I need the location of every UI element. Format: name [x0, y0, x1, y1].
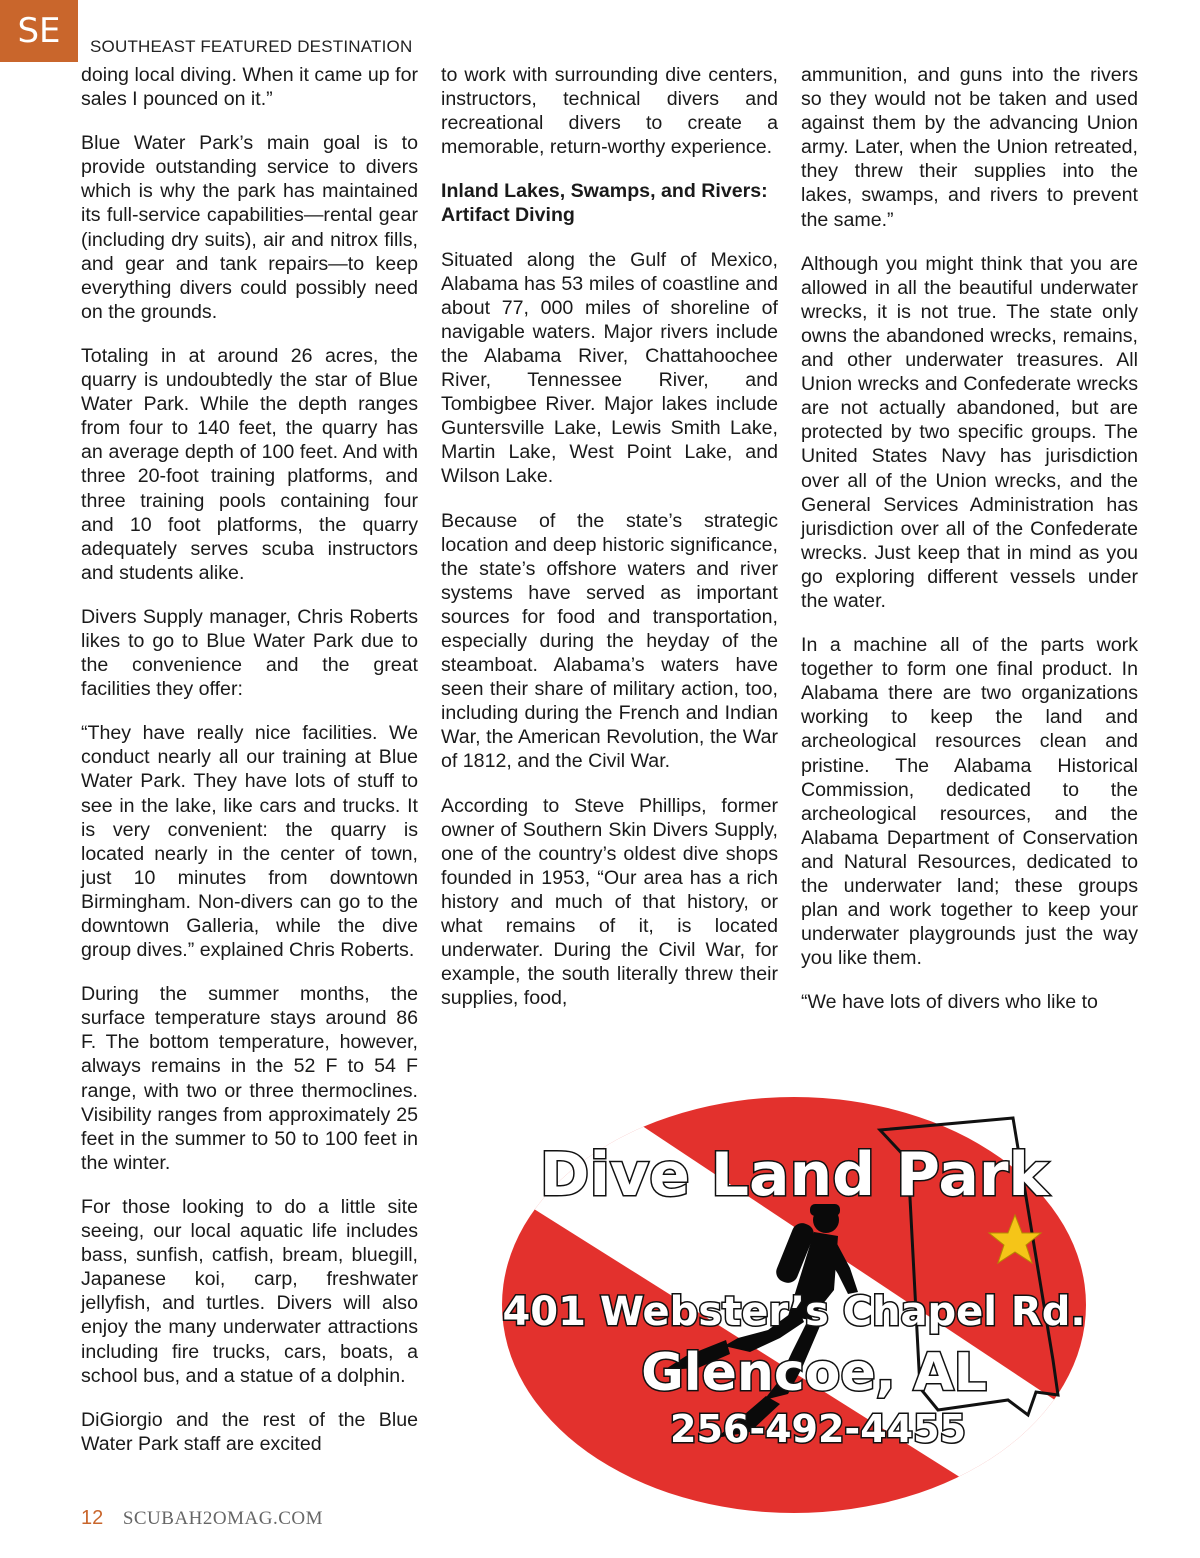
paragraph: Blue Water Park’s main goal is to provide outstanding service to divers which is why the park has maintained its full-service capabilities—rental gear (including dry suits), air and nitrox fills, and gear and tank repairs—to keep everything divers could possibly need on the grounds. — [81, 132, 418, 323]
paragraph: Situated along the Gulf of Mexico, Alabama has 53 miles of coastline and about 77, 000 miles of shoreline of navigable waters. Major rivers include the Alabama River, Chattahoochee River, Tennessee River, and Tombigbee River. Major lakes include Guntersville Lake, Lewis Smith Lake, Martin Lake, West Point Lake, and Wilson Lake. — [441, 248, 778, 488]
paragraph: to work with surrounding dive centers, instructors, technical divers and recreational divers to create a memorable, return-worthy experience. — [441, 64, 778, 159]
paragraph: Totaling in at around 26 acres, the quarry is undoubtedly the star of Blue Water Park. While the depth ranges from four to 140 feet, the quarry has an average depth of 100 feet. And with three 20-foot training platforms, and three training pools containing four and 10 foot platforms, the quarry adequately serves scuba instructors and students alike. — [81, 344, 418, 584]
section-title: SOUTHEAST FEATURED DESTINATION — [90, 37, 413, 56]
paragraph: During the summer months, the surface temperature stays around 86 F. The bottom temperature, however, always remains in the 52 F to 54 F range, with two or three thermoclines. Visibility ranges from approximately 25 feet in the summer to 50 to 100 feet in the winter. — [81, 983, 418, 1174]
article-column-1 — [81, 63, 418, 1476]
paragraph: Divers Supply manager, Chris Roberts likes to go to Blue Water Park due to the convenience and the great facilities they offer: — [81, 605, 418, 701]
paragraph: ammunition, and guns into the rivers so they would not be taken and used against them by the advancing Union army. Later, when the Union retreated, they threw their supplies into the lakes, swamps, and rivers to prevent the same.” — [801, 64, 1138, 231]
section-heading: Inland Lakes, Swamps, and Rivers: Artifact Diving — [441, 180, 768, 227]
article-column-3 — [801, 63, 1138, 1034]
site-url[interactable]: SCUBAH2OMAG.COM — [122, 1508, 323, 1529]
paragraph: In a machine all of the parts work together to form one final product. In Alabama there are two organizations working to keep the land and archeological resources clean and pristine. The Alabama Historical Commission, dedicated to the archeological resources, and the Alabama Department of Conservation and Natural Resources, dedicated to the underwater land; these groups plan and work together to keep your underwater playgrounds just the way you like them. — [801, 634, 1138, 970]
paragraph: “They have really nice facilities. We conduct nearly all our training at Blue Water Park. They have lots of stuff to see in the lake, like cars and trucks. It is very convenient: the quarry is located nearly in the center of town, just 10 minutes from downtown Birmingham. Non-divers can go to the downtown Galleria, while the dive group dives.” explained Chris Roberts. — [81, 722, 418, 962]
park-name: Dive Land Park — [539, 1140, 1049, 1210]
page-number: 12 — [81, 1507, 104, 1529]
park-city: Glencoe, AL — [641, 1343, 987, 1403]
park-phone: 256-492-4455 — [670, 1407, 966, 1451]
article-column-2 — [441, 63, 778, 1030]
paragraph: Because of the state’s strategic location and deep historic significance, the state’s offshore waters and river systems have served as important sources for food and transportation, especially during the heyday of the steamboat. Alabama’s waters have seen their share of military action, too, including during the French and Indian War, the American Revolution, the War of 1812, and the Civil War. — [441, 509, 778, 773]
park-address: 401 Webster’s Chapel Rd. — [502, 1289, 1086, 1335]
section-tab: SE — [0, 0, 78, 62]
paragraph: For those looking to do a little site seeing, our local aquatic life includes bass, sunfish, catfish, bream, bluegill, Japanese koi, carp, freshwater jellyfish, and turtles. Divers will also enjoy the many underwater attractions including fire trucks, cars, boats, a school bus, and a statue of a dolphin. — [81, 1195, 418, 1387]
paragraph: According to Steve Phillips, former owner of Southern Skin Divers Supply, one of the country’s oldest dive shops founded in 1953, “Our area has a rich history and much of that history, or what remains of it, is located underwater. During the Civil War, for example, the south literally threw their supplies, food, — [441, 794, 778, 1010]
dive-land-park-ad — [488, 1070, 1100, 1520]
page-footer — [81, 1507, 323, 1530]
paragraph: Although you might think that you are allowed in all the beautiful underwater wrecks, it is not true. The state only owns the abandoned wrecks, remains, and other underwater treasures. All Union wrecks and Confederate wrecks are not actually abandoned, but are protected by two specific groups. The United States Navy has jurisdiction over all of the Union wrecks, and the General Services Administration has jurisdiction over all of the Confederate wrecks. Just keep that in mind as you go exploring different vessels under the water. — [801, 252, 1138, 612]
paragraph: “We have lots of divers who like to — [801, 991, 1098, 1014]
paragraph: doing local diving. When it came up for sales I pounced on it.” — [81, 64, 418, 111]
paragraph: DiGiorgio and the rest of the Blue Water Park staff are excited — [81, 1408, 418, 1455]
